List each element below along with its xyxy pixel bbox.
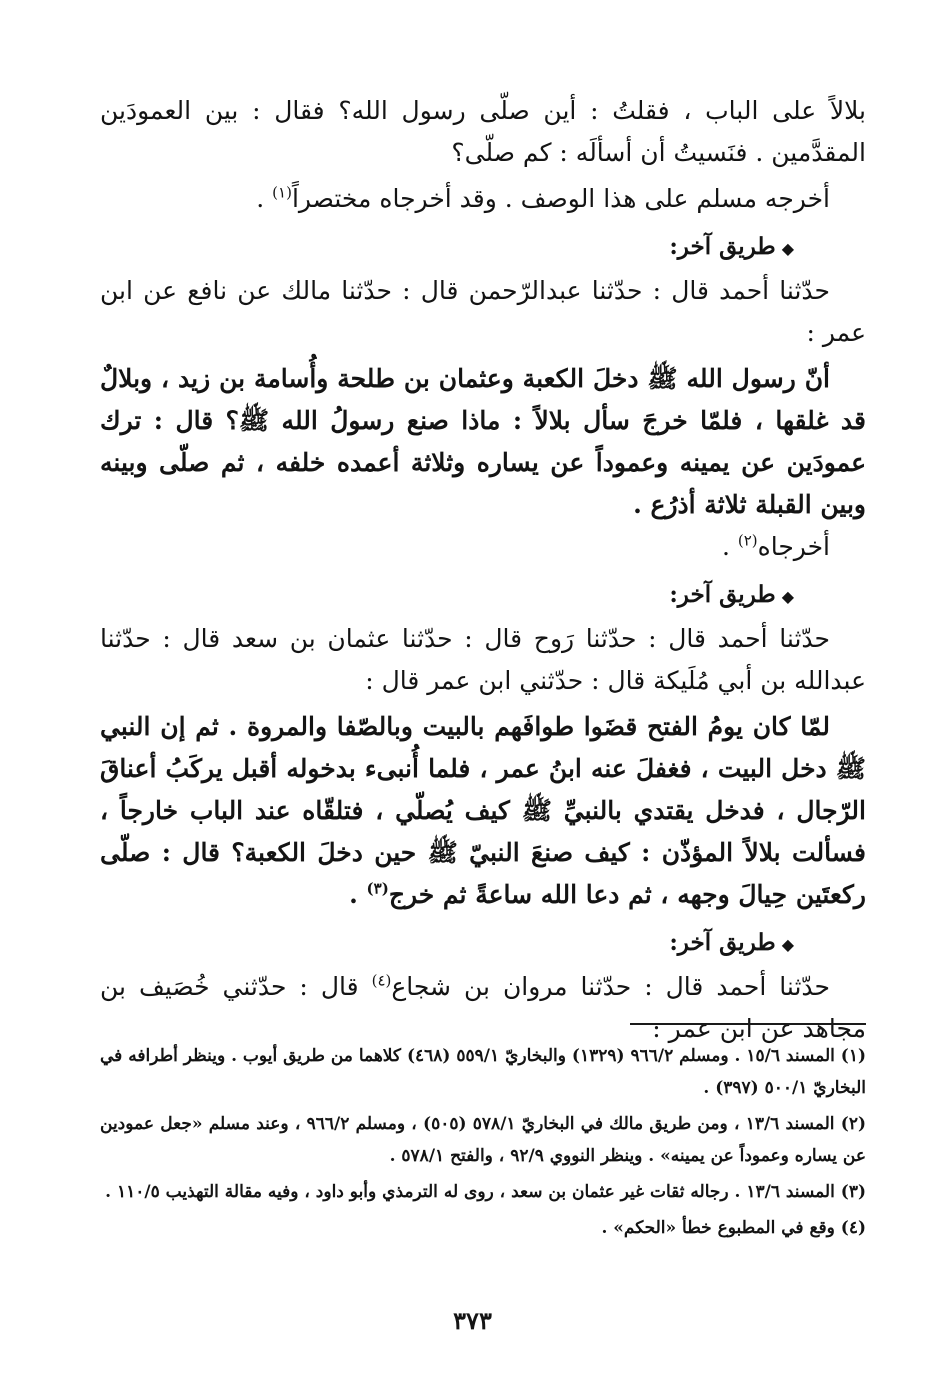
isnad-text-b: قال : حدّثني خُصَيف بن مجاهد عن ابن عمر : bbox=[100, 972, 866, 1043]
footnote-4: (٤) وقع في المطبوع خطأ «الحكم» . bbox=[601, 1218, 866, 1238]
footnote-2: (٢) المسند ١٣/٦ ، ومن طريق مالك في البخاريّ ٥٧٨/١ (٥٠٥) ، ومسلم ٩٦٦/٢ ، وعند مسلم «جعل عمودين عن يساره وعموداً عن يمينه» . وينظر النووي ٩٢/٩ ، والفتح ٥٧٨/١ . bbox=[100, 1114, 866, 1166]
diamond-icon: ◆ bbox=[781, 935, 794, 954]
isnad-1: حدّثنا أحمد قال : حدّثنا عبدالرّحمن قال : حدّثنا مالك عن نافع عن ابن عمر : bbox=[100, 276, 866, 347]
main-text bbox=[100, 90, 866, 1050]
page-number: ٣٧٣ bbox=[453, 1306, 492, 1335]
hadith-1: أنّ رسول الله ﷺ دخلَ الكعبة وعثمان بن طلحة وأُسامة بن زيد ، وبلالٌ قد غلقها ، فلمّا خرجَ سأل بلالاً : ماذا صنع رسولُ الله ﷺ؟ قال : ترك عمودَين عن يمينه وعموداً عن يساره وثلاثة أعمده خلفه ، ثم صلّى وبينه وبين القبلة ثلاثة أذرُع . bbox=[100, 364, 866, 519]
isnad-3 bbox=[100, 966, 866, 1050]
footnote-ref-2: (٢) bbox=[737, 531, 758, 550]
hadith-2 bbox=[100, 706, 866, 916]
hadith-end: . bbox=[349, 880, 367, 909]
takhrij-end: . bbox=[256, 184, 273, 213]
isnad-text-a: حدّثنا أحمد قال : حدّثنا مروان بن شجاع bbox=[391, 972, 830, 1001]
paragraph-continuation: بلالاً على الباب ، فقلتُ : أين صلّى رسول الله؟ فقال : بين العمودَين المقدَّمين . فنَسيتُ أن أسألَه : كم صلّى؟ bbox=[100, 96, 866, 167]
footnotes bbox=[100, 1040, 866, 1248]
section-heading-2 bbox=[100, 574, 866, 618]
footnote-1: (١) المسند ١٥/٦ . ومسلم ٩٦٦/٢ (١٣٢٩) والبخاريّ ٥٥٩/١ (٤٦٨) كلاهما من طريق أيوب . وينظر أطرافه في البخاريّ ٥٠٠/١ (٣٩٧) . bbox=[100, 1046, 867, 1098]
footnote-ref-3: (٣) bbox=[366, 879, 389, 898]
heading-label: طريق آخر: bbox=[669, 581, 776, 608]
section-heading-3 bbox=[100, 922, 866, 966]
footnote-ref-4: (٤) bbox=[371, 971, 392, 990]
footnote-ref-1: (١) bbox=[272, 183, 292, 202]
hadith-text: لمّا كان يومُ الفتح قضَوا طوافَهم بالبيت وبالصّفا والمروة . ثم إن النبي ﷺ دخل البيت ، فغفلَ عنه ابنُ عمر ، فلما أُنبىء بدخوله أقبل يركَبُ أعناقَ الرّجال ، فدخل يقتدي بالنبيِّ ﷺ كيف يُصلّي ، فتلقّاه عند الباب خارجاً ، فسألت بلالاً المؤذّن : كيف صنعَ النبيّ ﷺ حين دخلَ الكعبة؟ قال : صلّى ركعتَين حِيالَ وجهه ، ثم دعا الله ساعةً ثم خرج bbox=[100, 712, 866, 909]
paragraph-takhrij-2 bbox=[100, 526, 866, 568]
heading-label: طريق آخر: bbox=[669, 929, 776, 956]
footnote-divider bbox=[630, 1023, 866, 1025]
diamond-icon: ◆ bbox=[781, 587, 794, 606]
takhrij-text: أخرجاه bbox=[757, 532, 830, 561]
section-heading-1 bbox=[100, 226, 866, 270]
diamond-icon: ◆ bbox=[781, 239, 794, 258]
isnad-2: حدّثنا أحمد قال : حدّثنا رَوح قال : حدّثنا عثمان بن سعد قال : حدّثنا عبدالله بن أبي مُلَيكة قال : حدّثني ابن عمر قال : bbox=[100, 624, 866, 695]
takhrij-end: . bbox=[721, 532, 738, 561]
takhrij-text: أخرجه مسلم على هذا الوصف . وقد أخرجاه مختصراً bbox=[291, 184, 830, 213]
heading-label: طريق آخر: bbox=[669, 233, 776, 260]
footnote-3: (٣) المسند ١٣/٦ . رجاله ثقات غير عثمان بن سعد ، روى له الترمذي وأبو داود ، وفيه مقالة التهذيب ١١٠/٥ . bbox=[105, 1182, 866, 1202]
paragraph-takhrij-1 bbox=[100, 178, 866, 220]
